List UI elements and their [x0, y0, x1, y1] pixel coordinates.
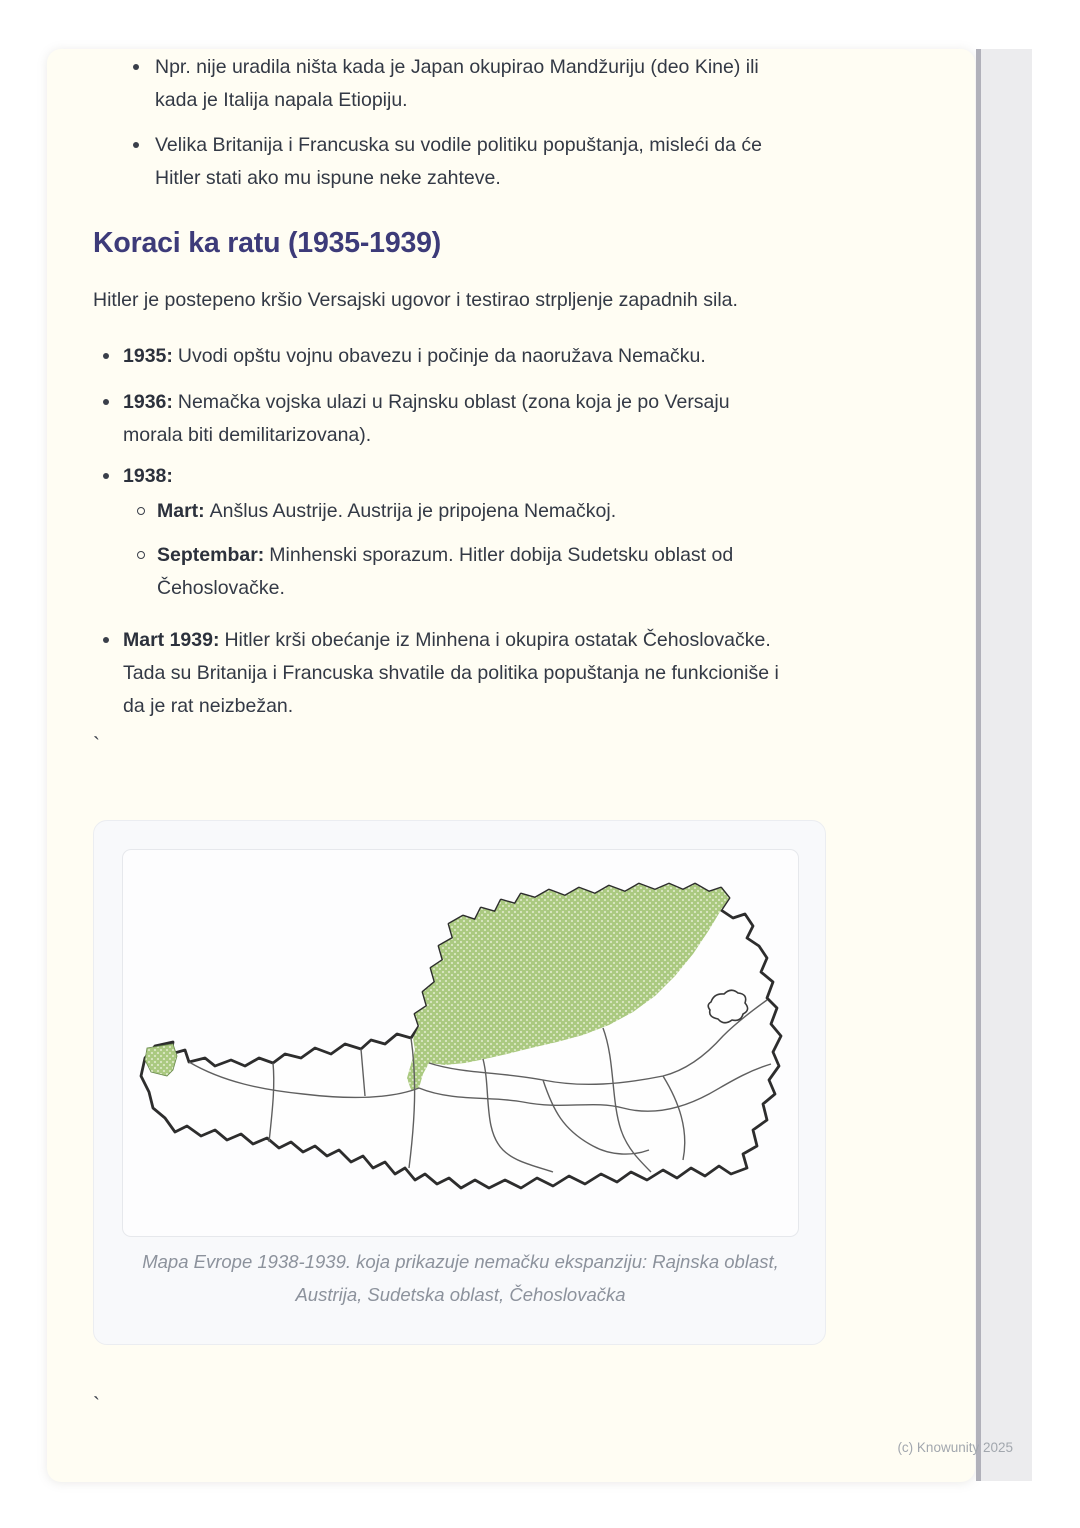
stray-backtick: `: [93, 1394, 100, 1417]
copyright-watermark: (c) Knowunity 2025: [897, 1440, 1013, 1455]
scrollbar-track[interactable]: [976, 49, 981, 1481]
bullet-icon: [103, 460, 123, 479]
figure-card: [93, 820, 826, 1345]
list-item-text: 1935: Uvodi opštu vojnu obavezu i počinje da naoružava Nemačku.: [123, 345, 706, 367]
next-page-edge: [976, 49, 1032, 1481]
list-item: [137, 539, 837, 605]
bullet-icon: [103, 386, 123, 405]
list-item-text: Npr. nije uradila ništa kada je Japan okupirao Mandžuriju (deo Kine) ili kada je Italija napala Etiopiju.: [155, 56, 759, 111]
list-item: [103, 386, 863, 452]
section-heading: Koraci ka ratu (1935-1939): [93, 227, 442, 259]
bullet-icon: [133, 129, 155, 148]
list-item: [103, 624, 863, 723]
circle-bullet-icon: [137, 539, 157, 559]
lead-paragraph: Hitler je postepeno kršio Versajski ugovor i testirao strpljenje zapadnih sila.: [93, 289, 738, 311]
note-page: [47, 49, 975, 1482]
list-item-text: 1936: Nemačka vojska ulazi u Rajnsku oblast (zona koja je po Versaju morala biti demilitarizovana).: [123, 391, 730, 446]
list-item: [103, 460, 863, 493]
figure-caption: Mapa Evrope 1938-1939. koja prikazuje nemačku ekspanziju: Rajnska oblast, Austrija, Sudetska oblast, Čehoslovačka: [142, 1251, 779, 1305]
list-item-text: Mart: Anšlus Austrije. Austrija je pripojena Nemačkoj.: [157, 500, 617, 522]
bullet-icon: [103, 624, 123, 643]
stray-backtick: `: [93, 734, 100, 757]
list-item-text: 1938:: [123, 465, 173, 487]
list-item: [133, 51, 825, 117]
bullet-icon: [133, 51, 155, 70]
austria-expansion-map: [123, 850, 799, 1237]
list-item: [137, 495, 837, 528]
list-item-text: Septembar: Minhenski sporazum. Hitler dobija Sudetsku oblast od Čehoslovačke.: [157, 544, 734, 599]
bullet-icon: [103, 340, 123, 359]
list-item-text: Mart 1939: Hitler krši obećanje iz Minhena i okupira ostatak Čehoslovačke. Tada su Britanija i Francuska shvatile da politika popuštanja ne funkcioniše i da je rat neizbežan.: [123, 629, 779, 717]
map-panel: [122, 849, 799, 1237]
list-item: [103, 340, 863, 373]
list-item-text: Velika Britanija i Francuska su vodile politiku popuštanja, misleći da će Hitler stati ako mu ispune neke zahteve.: [155, 134, 762, 189]
list-item: [133, 129, 825, 195]
circle-bullet-icon: [137, 495, 157, 515]
